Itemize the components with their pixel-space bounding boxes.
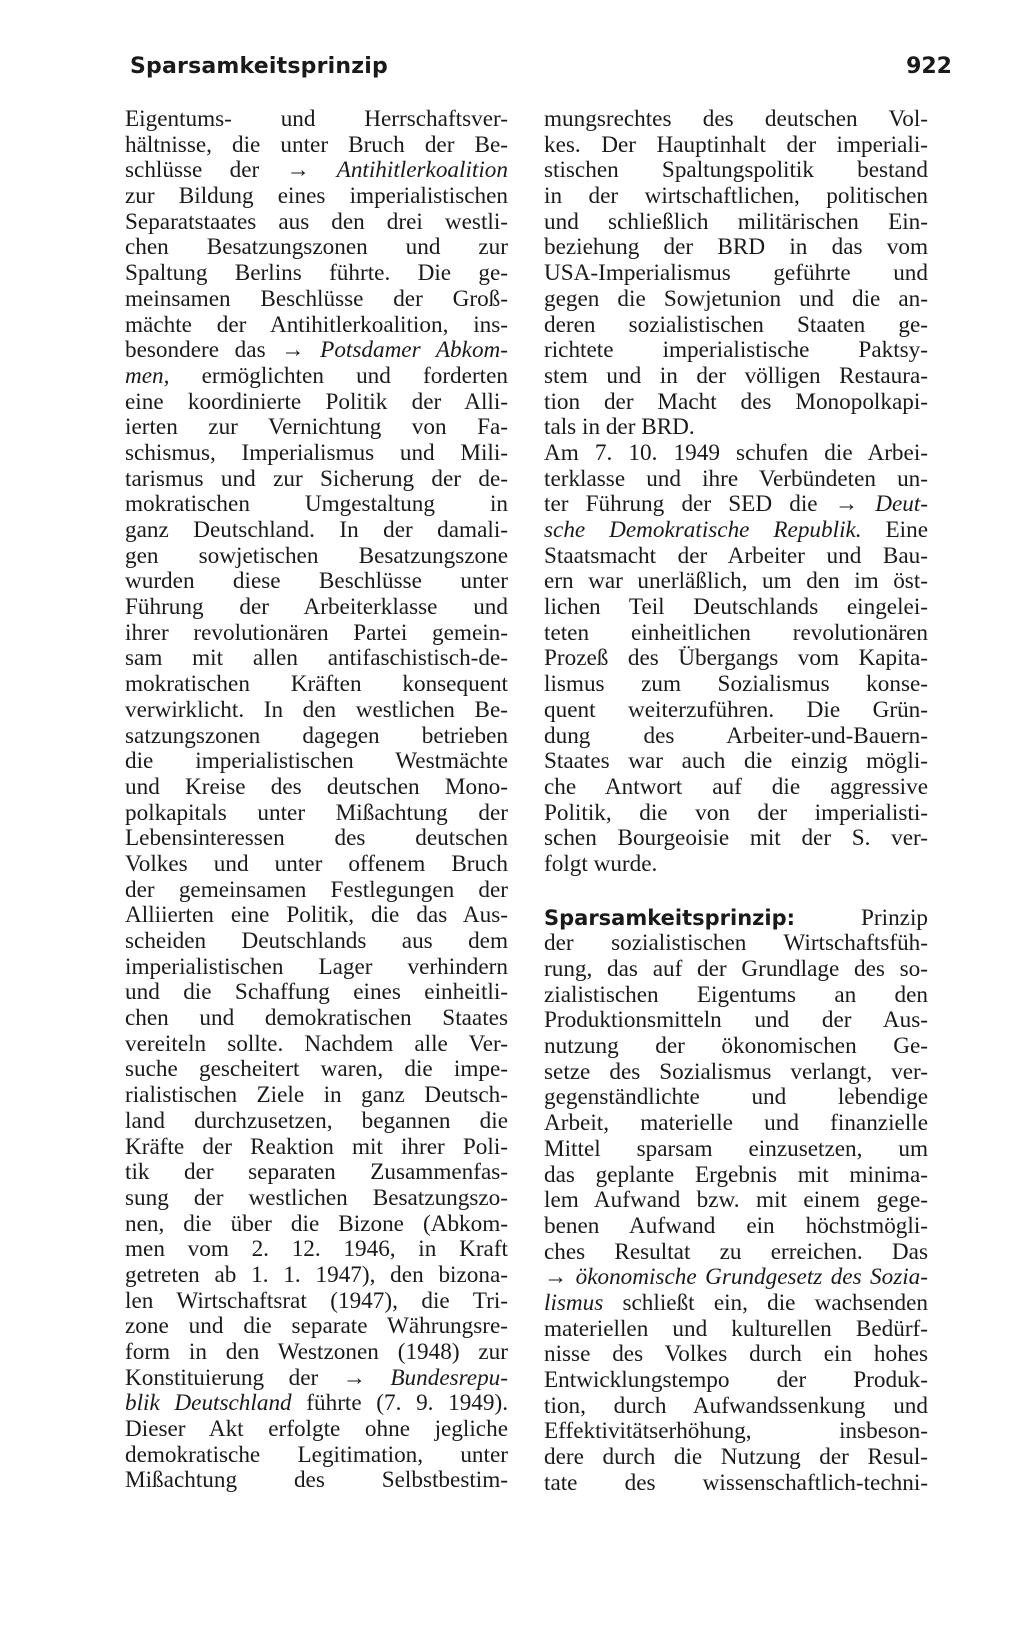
text-line — [125, 544, 508, 570]
text-line — [125, 467, 508, 493]
text-run: hältnisse, die unter Bruch der Be- — [125, 131, 508, 158]
text-line — [544, 1060, 928, 1086]
text-line — [544, 724, 928, 750]
text-line — [125, 415, 508, 441]
text-run: Alliierten eine Politik, die das Aus- — [125, 902, 508, 929]
text-run: meinsamen Beschlüsse der Groß- — [125, 285, 508, 312]
text-line — [125, 1083, 508, 1109]
text-line — [125, 1314, 508, 1340]
text-run: sam mit allen antifaschistisch-de- — [125, 645, 508, 672]
text-line — [125, 826, 508, 852]
text-run: rialistischen Ziele in ganz Deutsch- — [125, 1082, 508, 1109]
text-run: Arbeit, materielle und finanzielle — [544, 1110, 928, 1137]
text-line — [544, 595, 928, 621]
text-line — [544, 1317, 928, 1343]
text-line — [125, 929, 508, 955]
text-run: deren sozialistischen Staaten ge- — [544, 311, 928, 338]
entry-lemma: Sparsamkeitsprinzip: — [544, 905, 796, 930]
cross-reference: men, — [125, 362, 170, 389]
text-run: satzungszonen dagegen betrieben — [125, 722, 508, 749]
text-run: mokratischen Kräften konsequent — [125, 671, 508, 698]
text-run: Eigentums- und Herrschaftsver- — [125, 106, 508, 132]
text-line — [544, 1291, 928, 1317]
text-line — [125, 158, 508, 184]
text-run: materiellen und kulturellen Bedürf- — [544, 1315, 928, 1342]
text-run: ierten zur Vernichtung von Fa- — [125, 414, 508, 441]
text-line — [544, 210, 928, 236]
text-run: Spaltung Berlins führte. Die ge- — [125, 260, 508, 287]
text-run: sung der westlichen Besatzungszo- — [125, 1184, 508, 1211]
text-run: terklasse und ihre Verbündeten un- — [544, 465, 928, 492]
page-number: 922 — [906, 54, 952, 79]
text-line — [544, 1368, 928, 1394]
text-run: Dieser Akt erfolgte ohne jegliche — [125, 1416, 508, 1443]
text-run: schen Bourgeoisie mit der S. ver- — [544, 825, 928, 852]
text-line — [544, 569, 928, 595]
text-run: tate des wissenschaftlich-techni- — [544, 1469, 928, 1496]
text-run: besondere das — [125, 337, 282, 364]
text-run: chen Besatzungszonen und zur — [125, 234, 508, 261]
text-line — [544, 133, 928, 159]
text-line — [544, 621, 928, 647]
text-run: men vom 2. 12. 1946, in Kraft — [125, 1236, 508, 1263]
text-line — [544, 1085, 928, 1111]
text-run: chen und demokratischen Staates — [125, 1005, 508, 1032]
text-run: Staatsmacht der Arbeiter und Bau- — [544, 542, 928, 569]
text-run: tion der Macht des Monopolkapi- — [544, 388, 928, 415]
text-run: und schließlich militärischen Ein- — [544, 208, 928, 235]
text-line — [125, 1340, 508, 1366]
text-run: dung des Arbeiter-und-Bauern- — [544, 722, 928, 749]
text-run: benen Aufwand ein höchstmögli- — [544, 1212, 928, 1239]
text-run: Mißachtung des Selbstbestim- — [125, 1467, 508, 1494]
text-line — [544, 852, 928, 878]
text-line — [125, 980, 508, 1006]
text-line — [125, 646, 508, 672]
text-line — [544, 441, 928, 467]
text-line — [544, 544, 928, 570]
text-line — [544, 1471, 928, 1497]
text-run: suche gescheitert waren, die impe- — [125, 1056, 508, 1083]
text-run: gen sowjetischen Besatzungszone — [125, 542, 508, 569]
text-run: ches Resultat zu erreichen. Das — [544, 1238, 928, 1265]
text-line — [544, 1137, 928, 1163]
text-run: Lebensinteressen des deutschen — [125, 825, 508, 852]
text-line — [125, 210, 508, 236]
text-line — [125, 1186, 508, 1212]
text-line — [125, 595, 508, 621]
text-line — [125, 133, 508, 159]
text-run: Effektivitätserhöhung, insbeson- — [544, 1418, 928, 1445]
text-run: len Wirtschaftsrat (1947), die Tri- — [125, 1287, 508, 1314]
text-run: USA-Imperialismus geführte und — [544, 260, 928, 287]
text-run: lismus zum Sozialismus konse- — [544, 671, 928, 698]
text-run: Separatstaates aus den drei westli- — [125, 208, 508, 235]
text-run: polkapitals unter Mißachtung der — [125, 799, 508, 826]
text-run: setze des Sozialismus verlangt, ver- — [544, 1058, 928, 1085]
text-line — [544, 698, 928, 724]
right-column-continuation — [544, 107, 928, 878]
text-line — [544, 1111, 928, 1137]
text-run: folgt wurde. — [544, 850, 658, 877]
text-run: die imperialistischen Westmächte — [125, 748, 508, 775]
text-run: kes. Der Hauptinhalt der imperiali- — [544, 131, 928, 158]
text-line — [125, 1057, 508, 1083]
text-run: Konstituierung der — [125, 1364, 343, 1391]
text-run: Am 7. 10. 1949 schufen die Arbei- — [544, 439, 928, 466]
text-run: zialistischen Eigentums an den — [544, 981, 928, 1008]
text-line — [125, 1135, 508, 1161]
left-column — [125, 107, 508, 1494]
text-run: eine koordinierte Politik der Alli- — [125, 388, 508, 415]
text-run: rung, das auf der Grundlage des so- — [544, 956, 928, 982]
text-line — [544, 1240, 928, 1266]
text-run: land durchzusetzen, begannen die — [125, 1107, 508, 1134]
text-run: Prinzip — [795, 904, 928, 931]
text-line — [544, 107, 928, 133]
text-line — [125, 1263, 508, 1289]
text-line — [544, 467, 928, 493]
text-line — [544, 801, 928, 827]
text-line — [125, 569, 508, 595]
text-line — [125, 107, 508, 133]
text-run: nisse des Volkes durch ein hohes — [544, 1341, 928, 1368]
text-run: in der wirtschaftlichen, politischen — [544, 183, 928, 210]
text-line — [544, 1188, 928, 1214]
text-line — [544, 826, 928, 852]
text-line — [544, 672, 928, 698]
text-line — [125, 621, 508, 647]
text-run: Führung der Arbeiterklasse und — [125, 594, 508, 621]
text-line — [544, 287, 928, 313]
text-line — [125, 878, 508, 904]
text-run: beziehung der BRD in das vom — [544, 234, 928, 261]
text-line — [125, 955, 508, 981]
text-run: form in den Westzonen (1948) zur — [125, 1339, 508, 1365]
text-line — [544, 1265, 928, 1291]
text-run: imperialistischen Lager verhindern — [125, 953, 508, 980]
text-line — [544, 1214, 928, 1240]
text-line — [125, 184, 508, 210]
text-line — [544, 931, 928, 957]
text-line — [544, 235, 928, 261]
text-run: gegen die Sowjetunion und die an- — [544, 285, 928, 312]
text-line — [544, 1394, 928, 1420]
text-line — [125, 390, 508, 416]
text-run: das geplante Ergebnis mit minima- — [544, 1161, 928, 1188]
text-line — [125, 1109, 508, 1135]
text-run: zone und die separate Währungsre- — [125, 1313, 508, 1340]
text-line — [544, 158, 928, 184]
cross-reference: → Antihitlerkoalition — [286, 157, 508, 184]
text-run: dere durch die Nutzung der Resul- — [544, 1444, 928, 1471]
text-run: vereiteln sollte. Nachdem alle Ver- — [125, 1030, 508, 1057]
text-run: teten einheitlichen revolutionären — [544, 619, 928, 646]
text-line — [544, 364, 928, 390]
text-run: schlüsse der — [125, 157, 287, 184]
text-line — [125, 903, 508, 929]
cross-reference: blik Deutschland — [125, 1390, 292, 1417]
text-line — [544, 390, 928, 416]
entry-sparsamkeitsprinzip — [544, 906, 928, 1497]
text-run: Mittel sparsam einzusetzen, um — [544, 1135, 928, 1162]
text-run: ermöglichten und forderten — [169, 362, 508, 389]
text-line — [125, 1443, 508, 1469]
text-line — [544, 261, 928, 287]
text-line — [125, 1212, 508, 1238]
text-run: quent weiterzuführen. Die Grün- — [544, 696, 928, 723]
entry-gap — [544, 878, 928, 906]
text-run: Prozeß des Übergangs vom Kapita- — [544, 645, 928, 672]
text-run: nutzung der ökonomischen Ge- — [544, 1033, 928, 1060]
text-line — [544, 313, 928, 339]
cross-reference: → ökonomische Grundgesetz des Sozia- — [544, 1264, 928, 1291]
text-run: Entwicklungstempo der Produk- — [544, 1367, 928, 1393]
text-line — [544, 338, 928, 364]
text-run: schismus, Imperialismus und Mili- — [125, 439, 508, 466]
text-line — [125, 1006, 508, 1032]
text-line — [125, 518, 508, 544]
text-line — [544, 184, 928, 210]
text-line — [125, 313, 508, 339]
text-line — [125, 287, 508, 313]
text-run: Kräfte der Reaktion mit ihrer Poli- — [125, 1133, 508, 1160]
text-line — [544, 957, 928, 983]
text-run: tion, durch Aufwandssenkung und — [544, 1392, 928, 1419]
text-line — [544, 1419, 928, 1445]
text-line — [125, 492, 508, 518]
text-line — [125, 672, 508, 698]
text-line — [125, 235, 508, 261]
text-line — [544, 1008, 928, 1034]
cross-reference: → Potsdamer Abkom- — [281, 337, 508, 364]
text-line — [544, 1034, 928, 1060]
text-run: ter Führung der SED die — [544, 491, 835, 518]
text-run: ganz Deutschland. In der damali- — [125, 517, 508, 543]
text-run: ihrer revolutionären Partei gemein- — [125, 619, 508, 646]
text-line — [544, 1445, 928, 1471]
text-run: lichen Teil Deutschlands eingelei- — [544, 594, 928, 621]
text-line — [544, 646, 928, 672]
text-run: getreten ab 1. 1. 1947), den bizona- — [125, 1261, 508, 1288]
text-run: verwirklicht. In den westlichen Be- — [125, 696, 508, 723]
text-run: Produktionsmitteln und der Aus- — [544, 1007, 928, 1034]
text-line — [125, 724, 508, 750]
cross-reference: → Deut- — [834, 491, 928, 518]
text-line — [544, 492, 928, 518]
text-run: che Antwort auf die aggressive — [544, 773, 928, 800]
text-run: mungsrechtes des deutschen Vol- — [544, 106, 928, 132]
text-run: tik der separaten Zusammenfas- — [125, 1159, 508, 1186]
text-line — [125, 1237, 508, 1263]
text-line — [544, 775, 928, 801]
text-run: demokratische Legitimation, unter — [125, 1441, 508, 1468]
text-line — [125, 1417, 508, 1443]
running-head: Sparsamkeitsprinzip — [130, 54, 388, 79]
text-run: lem Aufwand bzw. mit einem gege- — [544, 1187, 928, 1214]
text-line — [125, 1289, 508, 1315]
text-run: richtete imperialistische Paktsy- — [544, 337, 928, 364]
text-run: und die Schaffung eines einheitli- — [125, 979, 508, 1006]
text-line — [544, 749, 928, 775]
text-line — [544, 983, 928, 1009]
text-run: der sozialistischen Wirtschaftsfüh- — [544, 930, 928, 957]
text-run: mokratischen Umgestaltung in — [125, 491, 508, 518]
text-line — [125, 1032, 508, 1058]
text-run: Volkes und unter offenem Bruch — [125, 850, 508, 877]
text-run: Politik, die von der imperialisti- — [544, 799, 928, 826]
text-line — [125, 441, 508, 467]
text-run: mächte der Antihitlerkoalition, ins- — [125, 311, 508, 338]
text-line — [125, 338, 508, 364]
text-run: wurden diese Beschlüsse unter — [125, 568, 508, 595]
text-line — [544, 518, 928, 544]
text-run: der gemeinsamen Festlegungen der — [125, 876, 508, 903]
text-line — [125, 364, 508, 390]
text-run: stem und in der völligen Restaura- — [544, 362, 928, 389]
text-line — [125, 1391, 508, 1417]
text-line — [125, 852, 508, 878]
text-line — [125, 801, 508, 827]
text-run: zur Bildung eines imperialistischen — [125, 183, 508, 210]
text-line — [125, 1160, 508, 1186]
text-run: ern war unerläßlich, um den im öst- — [544, 568, 928, 595]
text-run: gegenständlichte und lebendige — [544, 1084, 928, 1111]
cross-reference: lismus — [544, 1289, 604, 1316]
text-run: führte (7. 9. 1949). — [291, 1390, 509, 1417]
text-run: und Kreise des deutschen Mono- — [125, 773, 508, 800]
text-run: schließt ein, die wachsenden — [603, 1289, 928, 1316]
right-column — [544, 107, 928, 1496]
text-run: Eine — [861, 517, 928, 543]
cross-reference: → Bundesrepu- — [342, 1364, 508, 1391]
text-run: scheiden Deutschlands aus dem — [125, 928, 508, 954]
cross-reference: sche Demokratische Republik. — [544, 517, 862, 543]
text-run: Staates war auch die einzig mögli- — [544, 748, 928, 775]
text-run: nen, die über die Bizone (Abkom- — [125, 1210, 508, 1237]
text-line — [125, 1366, 508, 1392]
text-line — [125, 698, 508, 724]
text-line — [544, 1342, 928, 1368]
text-line — [125, 1468, 508, 1494]
text-line — [125, 749, 508, 775]
text-run: tarismus und zur Sicherung der de- — [125, 465, 508, 492]
text-line — [125, 775, 508, 801]
text-run: tals in der BRD. — [544, 414, 695, 441]
text-line — [125, 261, 508, 287]
text-line — [544, 906, 928, 932]
text-line — [544, 1163, 928, 1189]
text-run: stischen Spaltungspolitik bestand — [544, 157, 928, 184]
text-line — [544, 415, 928, 441]
